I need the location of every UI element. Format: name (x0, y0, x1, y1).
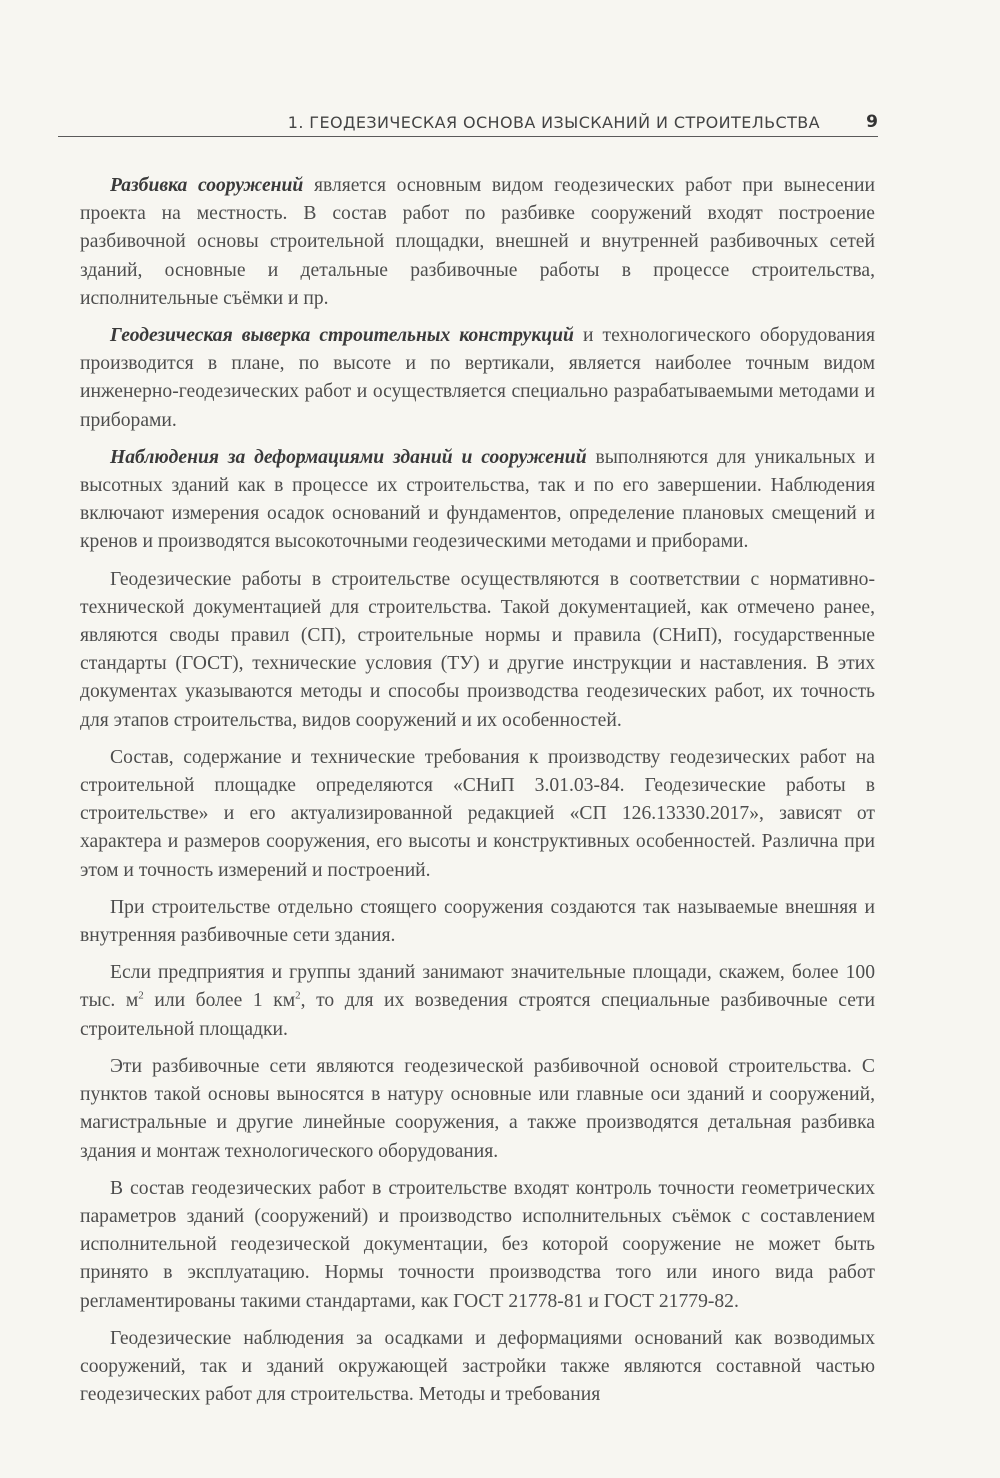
term-deformation: Наблюдения за деформациями зданий и сооружений (110, 446, 587, 468)
paragraph-3 (80, 444, 875, 557)
paragraph-6: При строительстве отдельно стоящего сооружения создаются так называемые внешняя и внутренняя разбивочные сети здания. (80, 896, 875, 947)
term-staking: Разбивка сооружений (110, 175, 304, 196)
paragraph-7-part3: , то для их возведения строятся специальные разбивочные сети строительной площадки. (80, 990, 875, 1040)
running-header (58, 112, 878, 137)
paragraph-2-text: и технологического оборудования производится в плане, по высоте и по вертикали, является наиболее точным видом инженерно-геодезических работ и осуществляется специально разрабатываемыми методами и приборами. (80, 325, 876, 431)
superscript-2: 2 (295, 989, 301, 1002)
paragraph-2 (80, 322, 875, 435)
paragraph-1 (80, 172, 875, 313)
page-number: 9 (866, 112, 878, 132)
paragraph-8: Эти разбивочные сети являются геодезической разбивочной основой строительства. С пунктов такой основы выносятся в натуру основные или главные оси зданий и сооружений, магистральные и другие линейные сооружения, а также производятся детальная разбивка здания и монтаж технологического оборудования. (80, 1055, 875, 1162)
paragraph-3-text: выполняются для уникальных и высотных зданий как в процессе их строительства, так и по его завершении. Наблюдения включают измерения осадок оснований и фундаментов, определение плановых смещений и кренов и производятся высокоточными геодезическими методами и приборами. (80, 446, 875, 553)
paragraph-7-part2: или более 1 км (143, 990, 296, 1012)
paragraph-7 (80, 959, 875, 1044)
paragraph-4: Геодезические работы в строительстве осуществляются в соответствии с нормативно-технической документацией для строительства. Такой документацией, как отмечено ранее, являются своды правил (СП), строительные нормы и правила (СНиП), государственные стандарты (ГОСТ), технические условия (ТУ) и другие инструкции и наставления. В этих документах указываются методы и способы производства геодезических работ, их точность для этапов строительства, видов сооружений и их особенностей. (80, 568, 875, 731)
paragraph-5: Состав, содержание и технические требования к производству геодезических работ на строительной площадке определяются «СНиП 3.01.03-84. Геодезические работы в строительстве» и его актуализированной редакцией «СП 126.13330.2017», зависят от характера и размеров сооружения, его высоты и конструктивных особенностей. Различна при этом и точность измерений и построений. (80, 746, 875, 881)
paragraph-9: В состав геодезических работ в строительстве входят контроль точности геометрических параметров зданий (сооружений) и производство исполнительных съёмок с составлением исполнительной геодезической документации, без которой сооружение не может быть принято в эксплуатацию. Нормы точности производства того или иного вида работ регламентированы такими стандартами, как ГОСТ 21778-81 и ГОСТ 21779-82. (80, 1177, 875, 1312)
term-alignment: Геодезическая выверка строительных конструкций (110, 325, 574, 347)
superscript-2: 2 (138, 989, 144, 1002)
body-text (80, 172, 875, 1409)
paragraph-1-text: является основным видом геодезических работ при вынесении проекта на местность. В состав работ по разбивке сооружений входят построение разбивочной основы строительной площадки, внешней и внутренней разбивочных сетей зданий, основные и детальные разбивочные работы в процессе строительства, исполнительные съёмки и пр. (80, 175, 875, 309)
chapter-title: 1. ГЕОДЕЗИЧЕСКАЯ ОСНОВА ИЗЫСКАНИЙ И СТРОИТЕЛЬСТВА (287, 113, 820, 132)
paragraph-10: Геодезические наблюдения за осадками и деформациями оснований как возводимых сооружений, так и зданий окружающей застройки также являются составной частью геодезических работ для строительства. Методы и требования (80, 1327, 875, 1406)
paragraph-7-part1: Если предприятия и группы зданий занимают значительные площади, скажем, более 100 тыс. м (80, 962, 875, 1012)
